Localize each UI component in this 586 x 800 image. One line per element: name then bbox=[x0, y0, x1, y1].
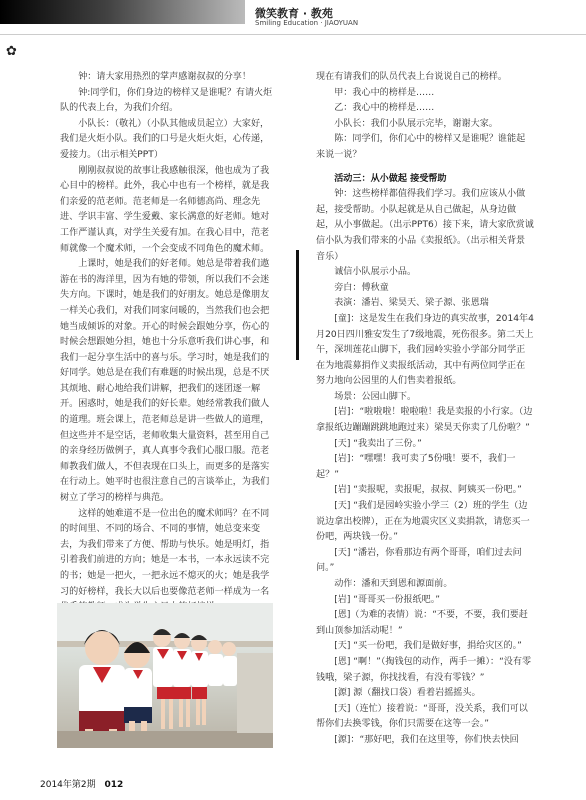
paragraph: 动作：潘和天到恩和源面前。 bbox=[334, 579, 453, 589]
paragraph: [岩] “卖报呢，卖报呢，叔叔、阿姨买一份吧。” bbox=[334, 485, 522, 496]
issue-label: 2014年第2期 bbox=[40, 780, 96, 790]
paragraph: 钟:同学们，你们身边的榜样又是谁呢？有请火炬队的代表上台，为我们介绍。 bbox=[60, 87, 273, 114]
magazine-brand-subtitle: Smiling Education · JIAOYUAN bbox=[255, 19, 359, 27]
paragraph: 表演：潘岩、梁昊天、梁子源、张恩瑞 bbox=[334, 298, 489, 309]
students-photo bbox=[57, 603, 273, 748]
paragraph: 钟：请大家用热烈的掌声感谢叔叔的分享！ bbox=[78, 72, 251, 82]
magazine-brand: 微笑教育 · 教苑 bbox=[255, 7, 333, 20]
header-banner bbox=[0, 0, 245, 24]
paragraph: 诚信小队展示小品。 bbox=[334, 267, 417, 278]
paragraph: 陈：同学们，你们心中的榜样又是谁呢？谁能起来说一说？ bbox=[316, 134, 526, 160]
page-header bbox=[0, 0, 586, 59]
paragraph: [天]（连忙）接着说：“哥哥，没关系，我们可以帮你们去换零钱，你们只需要在这等一会。” bbox=[316, 703, 528, 730]
paragraph: [天] “我卖出了三份。” bbox=[334, 438, 422, 449]
paragraph: 这样的她难道不是一位出色的魔术师吗？在不同的时间里、不同的场合、不同的事情，她总变来变去，为我们带来了方便、帮助与快乐。她是明灯，指引着我们前进的方向；她是一本书，一本永远读不完的书；她是一把火，一把永远不熄灭的火；她是我学习的好榜样，我长大以后也要像范老师一样成为一名 bbox=[60, 508, 270, 597]
paragraph: 小队长：（敬礼）（小队其他成员起立）大家好，我们是火炬小队。我们的口号是火炬火炬，心传递，爱接力。（出示相关PPT） bbox=[60, 118, 270, 160]
paragraph: 现在有请我们的队员代表上台说说自己的榜样。 bbox=[316, 72, 507, 82]
paragraph: 钟：这些榜样都值得我们学习。我们应该从小做起，接受帮助。小队起就是从自己做起，从身边做起，从小事做起。（出示PPT6）接下来，请大家欣赏诚信小队为我们带来的小品《卖报纸》。（出示相关背景音乐） bbox=[316, 189, 534, 262]
paragraph: 场景：公园山脚下。 bbox=[334, 391, 417, 402]
right-text-column bbox=[316, 70, 534, 749]
section-heading: 活动三：从小做起 接受帮助 bbox=[334, 173, 447, 184]
paragraph: [恩] “啊！”（掏钱包的动作，两手一摊）：“没有零钱哦，梁子源，你找找看，有没有零钱？” bbox=[316, 656, 532, 683]
paragraph: [天] “买一份吧，我们是做好事，捐给灾区的。” bbox=[334, 641, 522, 652]
paragraph: [恩]（为难的表情）说：“不要，不要，我们要赶到山顶参加活动呢！” bbox=[316, 610, 528, 636]
paragraph: [源] 源（翻找口袋）看着岩摇摇头。 bbox=[334, 688, 481, 699]
column-divider bbox=[296, 250, 299, 360]
gear-icon: ✿ bbox=[6, 44, 17, 59]
paragraph: 小队长：我们小队展示完毕，谢谢大家。 bbox=[334, 118, 498, 129]
paragraph: [童]：这是发生在我们身边的真实故事，2014年4月20日四川雅安发生了7级地震，死伤很多。第二天上午，深圳莲花山脚下，我们园岭实验小学部分同学正在为地震募捐作义卖报纸活动，其中有两位同学正在努力地向公园里的人们售卖着报纸。 bbox=[316, 313, 534, 387]
paragraph: 乙：我心中的榜样是…… bbox=[334, 103, 435, 114]
paragraph: 旁白：傅秋童 bbox=[334, 282, 389, 293]
paragraph: 甲：我心中的榜样是…… bbox=[334, 87, 435, 98]
paragraph: [天] “我们是园岭实验小学三（2）班的学生（边说边拿出校牌），正在为地震灾区义卖捐款，请您买一份吧，两块钱一份。” bbox=[316, 501, 530, 543]
paragraph: [岩] “哥哥买一份报纸吧。” bbox=[334, 594, 440, 605]
students-photo-illustration bbox=[57, 603, 273, 748]
paragraph: 上课时，她是我们的好老师。她总是带着我们遨游在书的海洋里，因为有她的带领，所以我们不会迷失方向。下课时，她是我们的好朋友。她总是像朋友一样关心我们，对我们同家问暖的，当然我们也会把她当成倾诉的对象。开心的时候会跟她分享，伤心的时候会想跟她分担，她也十分乐意听我们讲心事，和我们一起分享生活中的喜与乐。学习时，她是我们的好同学。她总是在我们有难题的时候出现，总是不厌其烦地、耐心地给我们讲解，把我们的迷团逐一解开。困惑时，她是我们的好长辈。她经常教我们做人的道理。班会课上，范老师总是讲一些做人的道理，但这些并不是空话，老师收集大量资料，甚至用自己的亲身经历做例子，真人真事令我们心服口服。范老师教我们做人，不但表现在口头上，而更多的是落实在行动上。她平时也很注意自己的言谈举止，为我们树立了学习的榜样与典范。 bbox=[60, 259, 270, 504]
paragraph: [源]：“那好吧，我们在这里等，你们快去快回 bbox=[334, 734, 519, 745]
header-rule bbox=[0, 34, 586, 35]
left-text-column bbox=[60, 70, 278, 616]
paragraph: [天] “潘岩，你看那边有两个哥哥，咱们过去问问。” bbox=[316, 547, 522, 574]
page-footer bbox=[40, 777, 123, 790]
paragraph: [岩]：“嘿嘿！我可卖了5份哦！要不，我们一起？” bbox=[316, 454, 516, 480]
page-number: 012 bbox=[104, 780, 124, 790]
paragraph: 刚刚叔叔说的故事让我感触很深，他也成为了我心目中的榜样。此外，我心中也有一个榜样，就是我们亲爱的范老师。范老师是一名师德高尚、理念先进、学识丰富、学生爱戴、家长满意的好老师。她对工作严谨认真，对学生关爱有加。在我心目中，范老师就像一个魔术师，一个会变成不同角色的魔术师。 bbox=[60, 165, 270, 254]
paragraph: [岩]：“啦啦啦！啦啦啦！我是卖报的小行家。（边拿报纸边蹦蹦跳跳地跑过来）梁昊天你卖了几份啦？” bbox=[316, 407, 533, 434]
